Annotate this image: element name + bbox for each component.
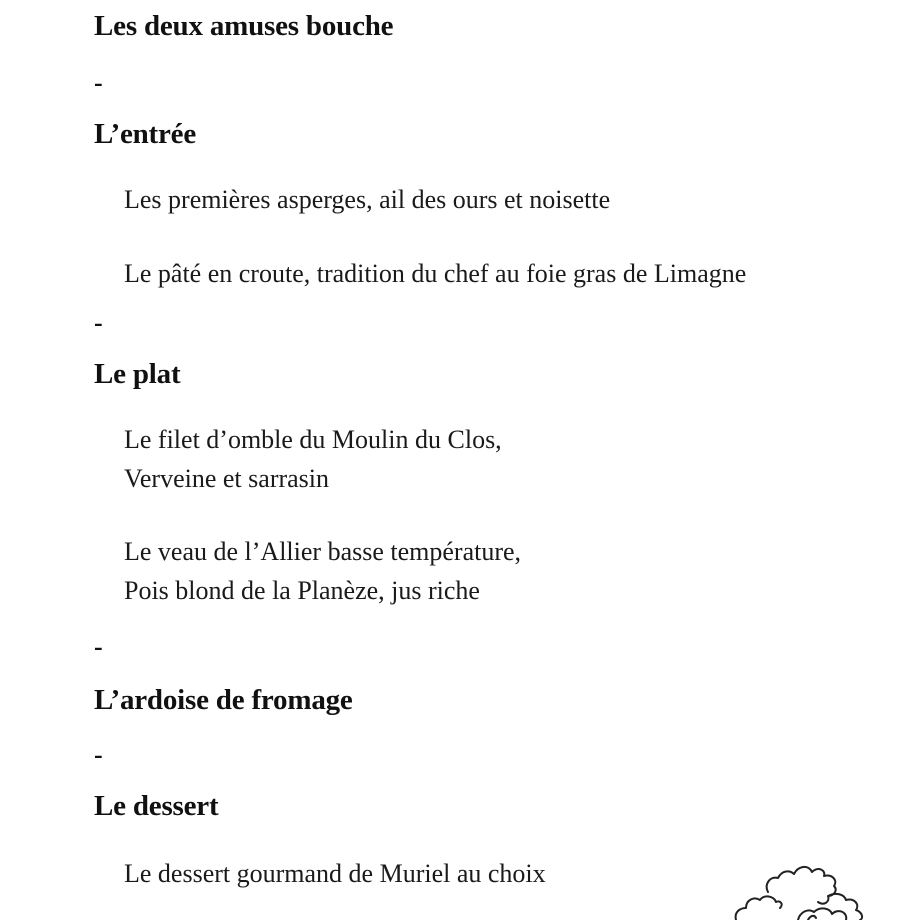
tree-sketch-icon (728, 850, 898, 920)
menu-item-line: Les premières asperges, ail des ours et noisette (124, 185, 611, 214)
menu-item-line: Pois blond de la Planèze, jus riche (124, 576, 480, 605)
section-title-plat: Le plat (94, 358, 181, 390)
menu-item-line: Le filet d’omble du Moulin du Clos, (124, 425, 502, 454)
separator: - (94, 740, 103, 769)
menu-item (124, 180, 610, 219)
separator: - (94, 308, 103, 337)
menu-item-line: Le veau de l’Allier basse température, (124, 537, 522, 566)
menu-item-line: Le pâté en croute, tradition du chef au foie gras de Limagne (124, 259, 747, 288)
menu-item (124, 420, 502, 498)
separator: - (94, 632, 103, 661)
section-title-dessert: Le dessert (94, 790, 219, 822)
separator: - (94, 68, 103, 97)
menu-item-line: Verveine et sarrasin (124, 464, 330, 493)
menu-item (124, 254, 746, 293)
menu-item (124, 854, 546, 893)
section-title-entree: L’entrée (94, 118, 197, 150)
menu-item-line: Le dessert gourmand de Muriel au choix (124, 859, 546, 888)
section-title-fromage: L’ardoise de fromage (94, 684, 353, 716)
section-title-amuse-bouche: Les deux amuses bouche (94, 10, 394, 42)
menu-item (124, 532, 521, 610)
